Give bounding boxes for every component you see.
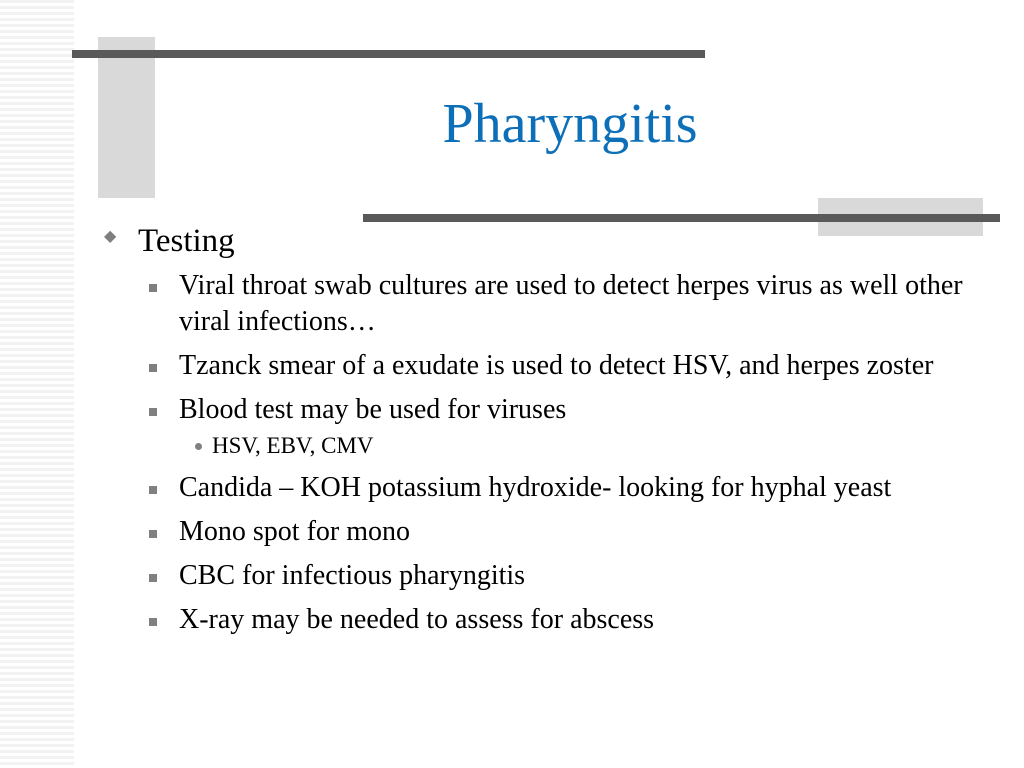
- square-bullet-icon: [146, 392, 179, 428]
- bullet-text: Mono spot for mono: [179, 516, 410, 547]
- slide-body: [100, 222, 990, 638]
- gray-block-top-left: [98, 37, 155, 198]
- dot-bullet-icon: [192, 430, 212, 462]
- square-bullet-icon: [146, 514, 179, 550]
- heading-testing: Testing: [138, 223, 235, 259]
- list-item: [146, 558, 990, 594]
- top-divider-bar: [72, 50, 705, 58]
- bullet-text: X-ray may be needed to assess for abscess: [179, 604, 655, 635]
- bullet-level-1: [100, 222, 990, 260]
- list-item: [146, 268, 990, 340]
- square-bullet-icon: [146, 558, 179, 594]
- square-bullet-icon: [146, 602, 179, 638]
- list-item: [146, 470, 990, 506]
- bullet-text: Viral throat swab cultures are used to detect herpes virus as well other viral infections…: [179, 270, 963, 337]
- square-bullet-icon: [146, 470, 179, 506]
- slide-title: Pharyngitis: [442, 93, 698, 155]
- diamond-bullet-icon: ◆: [104, 228, 117, 245]
- bullet-text: Tzanck smear of a exudate is used to detect HSV, and herpes zoster: [179, 350, 934, 381]
- bottom-divider-bar: [363, 214, 1000, 222]
- bullet-text: Candida – KOH potassium hydroxide- looking for hyphal yeast: [179, 472, 892, 503]
- list-item: [146, 514, 990, 550]
- left-stripe-decoration: [0, 0, 74, 768]
- sub-bullet-text: HSV, EBV, CMV: [212, 433, 374, 458]
- bullet-text: Blood test may be used for viruses: [179, 394, 567, 425]
- list-item: [146, 602, 990, 638]
- sub-list-item: [192, 430, 990, 462]
- square-bullet-icon: [146, 348, 179, 384]
- list-item: [146, 392, 990, 428]
- square-bullet-icon: [146, 268, 179, 304]
- bullet-text: CBC for infectious pharyngitis: [179, 560, 526, 591]
- list-item: [146, 348, 990, 384]
